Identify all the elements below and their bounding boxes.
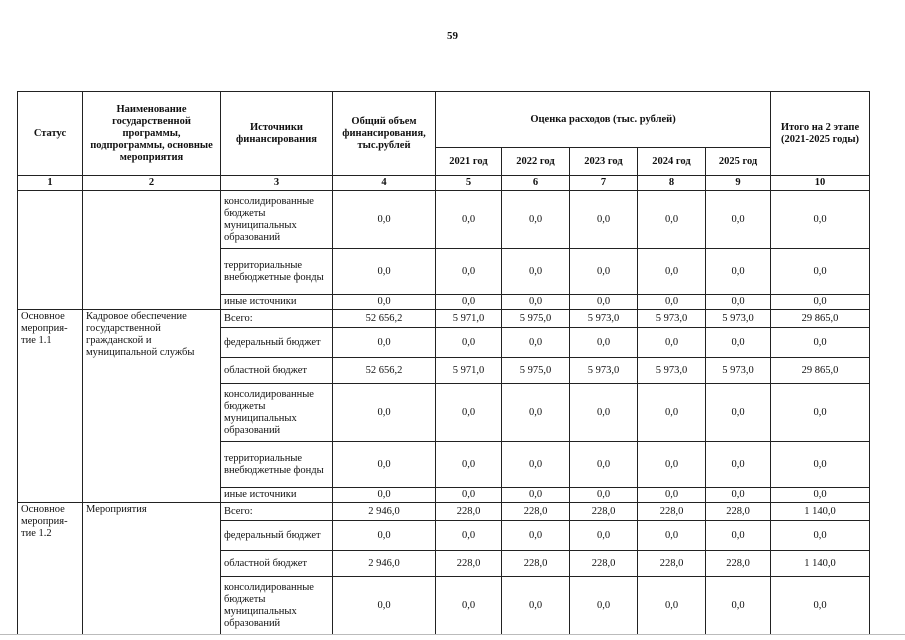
value-cell: 0,0: [436, 488, 502, 503]
value-cell: 0,0: [706, 577, 771, 635]
column-number: 9: [706, 176, 771, 191]
value-cell: 1 140,0: [771, 551, 870, 577]
value-cell: 0,0: [706, 295, 771, 310]
value-cell: 29 865,0: [771, 310, 870, 328]
value-cell: 5 973,0: [638, 358, 706, 384]
value-cell: 0,0: [436, 577, 502, 635]
value-cell: 0,0: [771, 328, 870, 358]
value-cell: 0,0: [436, 521, 502, 551]
value-cell: 52 656,2: [333, 358, 436, 384]
value-cell: 5 971,0: [436, 310, 502, 328]
value-cell: 0,0: [706, 442, 771, 488]
source-cell: консолидированные бюджеты муниципальных образований: [221, 191, 333, 249]
value-cell: 0,0: [638, 191, 706, 249]
column-number-row: [18, 176, 870, 191]
value-cell: 0,0: [333, 521, 436, 551]
status-cell: Основное мероприя-тие 1.1: [18, 310, 83, 503]
value-cell: 0,0: [706, 328, 771, 358]
column-number: 5: [436, 176, 502, 191]
value-cell: 5 975,0: [502, 310, 570, 328]
source-cell: федеральный бюджет: [221, 521, 333, 551]
column-number: 3: [221, 176, 333, 191]
value-cell: 228,0: [502, 551, 570, 577]
value-cell: 228,0: [570, 503, 638, 521]
value-cell: 0,0: [436, 384, 502, 442]
page-bottom-edge: [0, 634, 905, 635]
value-cell: 228,0: [570, 551, 638, 577]
value-cell: 0,0: [333, 295, 436, 310]
value-cell: 0,0: [771, 384, 870, 442]
source-cell: областной бюджет: [221, 551, 333, 577]
column-number: 4: [333, 176, 436, 191]
value-cell: 29 865,0: [771, 358, 870, 384]
source-cell: Всего:: [221, 503, 333, 521]
source-cell: консолидированные бюджеты муниципальных образований: [221, 384, 333, 442]
value-cell: 0,0: [502, 328, 570, 358]
source-cell: территориальные внебюджетные фонды: [221, 442, 333, 488]
value-cell: 0,0: [333, 488, 436, 503]
value-cell: 2 946,0: [333, 551, 436, 577]
value-cell: 228,0: [436, 503, 502, 521]
value-cell: 0,0: [706, 384, 771, 442]
value-cell: 228,0: [436, 551, 502, 577]
value-cell: 2 946,0: [333, 503, 436, 521]
header-sources: Источники финансирования: [221, 92, 333, 176]
value-cell: 0,0: [771, 521, 870, 551]
value-cell: 0,0: [502, 249, 570, 295]
header-year: 2023 год: [570, 148, 638, 176]
column-number: 1: [18, 176, 83, 191]
value-cell: 0,0: [502, 442, 570, 488]
value-cell: 0,0: [570, 488, 638, 503]
header-estimate: Оценка расходов (тыс. рублей): [436, 92, 771, 148]
value-cell: 5 975,0: [502, 358, 570, 384]
column-number: 6: [502, 176, 570, 191]
budget-table: [17, 91, 870, 635]
value-cell: 0,0: [436, 295, 502, 310]
value-cell: 0,0: [638, 488, 706, 503]
value-cell: 228,0: [706, 551, 771, 577]
value-cell: 0,0: [638, 442, 706, 488]
table-row: [18, 191, 870, 249]
header-stage-total: Итого на 2 этапе (2021-2025 годы): [771, 92, 870, 176]
value-cell: 0,0: [436, 249, 502, 295]
value-cell: 5 973,0: [570, 358, 638, 384]
value-cell: 228,0: [638, 551, 706, 577]
value-cell: 0,0: [333, 384, 436, 442]
value-cell: 0,0: [502, 577, 570, 635]
value-cell: 0,0: [706, 191, 771, 249]
value-cell: 0,0: [638, 577, 706, 635]
value-cell: 0,0: [333, 577, 436, 635]
value-cell: 0,0: [771, 577, 870, 635]
value-cell: 0,0: [502, 488, 570, 503]
table-row: [18, 503, 870, 521]
value-cell: 0,0: [771, 191, 870, 249]
value-cell: 0,0: [771, 249, 870, 295]
header-name: Наименование государственной программы, подпрограммы, основные мероприятия: [83, 92, 221, 176]
value-cell: 0,0: [502, 384, 570, 442]
header-year: 2025 год: [706, 148, 771, 176]
value-cell: 0,0: [502, 191, 570, 249]
status-cell: [18, 191, 83, 310]
header-year: 2022 год: [502, 148, 570, 176]
value-cell: 0,0: [333, 249, 436, 295]
status-cell: Основное мероприя-тие 1.2: [18, 503, 83, 635]
value-cell: 0,0: [570, 442, 638, 488]
source-cell: Всего:: [221, 310, 333, 328]
value-cell: 0,0: [638, 384, 706, 442]
column-number: 10: [771, 176, 870, 191]
table-row: [18, 310, 870, 328]
value-cell: 5 973,0: [706, 358, 771, 384]
source-cell: федеральный бюджет: [221, 328, 333, 358]
page-number: 59: [447, 30, 458, 42]
header-status: Статус: [18, 92, 83, 176]
value-cell: 0,0: [570, 521, 638, 551]
value-cell: 228,0: [638, 503, 706, 521]
value-cell: 0,0: [436, 442, 502, 488]
value-cell: 5 971,0: [436, 358, 502, 384]
value-cell: 0,0: [436, 191, 502, 249]
value-cell: 0,0: [436, 328, 502, 358]
value-cell: 5 973,0: [570, 310, 638, 328]
value-cell: 0,0: [638, 249, 706, 295]
value-cell: 0,0: [570, 191, 638, 249]
source-cell: консолидированные бюджеты муниципальных образований: [221, 577, 333, 635]
value-cell: 5 973,0: [638, 310, 706, 328]
value-cell: 228,0: [706, 503, 771, 521]
value-cell: 0,0: [333, 442, 436, 488]
value-cell: 0,0: [706, 249, 771, 295]
value-cell: 0,0: [638, 295, 706, 310]
value-cell: 0,0: [771, 442, 870, 488]
name-cell: Кадровое обеспечение государственной гражданской и муниципальной службы: [83, 310, 221, 503]
source-cell: иные источники: [221, 295, 333, 310]
source-cell: областной бюджет: [221, 358, 333, 384]
value-cell: 0,0: [570, 295, 638, 310]
column-number: 8: [638, 176, 706, 191]
name-cell: Мероприятия: [83, 503, 221, 635]
value-cell: 0,0: [570, 249, 638, 295]
value-cell: 228,0: [502, 503, 570, 521]
value-cell: 0,0: [570, 328, 638, 358]
column-number: 2: [83, 176, 221, 191]
value-cell: 1 140,0: [771, 503, 870, 521]
value-cell: 0,0: [502, 295, 570, 310]
value-cell: 0,0: [638, 521, 706, 551]
value-cell: 0,0: [570, 577, 638, 635]
column-number: 7: [570, 176, 638, 191]
header-year: 2021 год: [436, 148, 502, 176]
value-cell: 0,0: [570, 384, 638, 442]
value-cell: 0,0: [638, 328, 706, 358]
name-cell: [83, 191, 221, 310]
header-total: Общий объем финансирования, тыс.рублей: [333, 92, 436, 176]
value-cell: 0,0: [771, 295, 870, 310]
value-cell: 0,0: [333, 328, 436, 358]
header-year: 2024 год: [638, 148, 706, 176]
source-cell: территориальные внебюджетные фонды: [221, 249, 333, 295]
value-cell: 5 973,0: [706, 310, 771, 328]
value-cell: 0,0: [771, 488, 870, 503]
value-cell: 0,0: [333, 191, 436, 249]
value-cell: 52 656,2: [333, 310, 436, 328]
value-cell: 0,0: [502, 521, 570, 551]
source-cell: иные источники: [221, 488, 333, 503]
value-cell: 0,0: [706, 488, 771, 503]
value-cell: 0,0: [706, 521, 771, 551]
